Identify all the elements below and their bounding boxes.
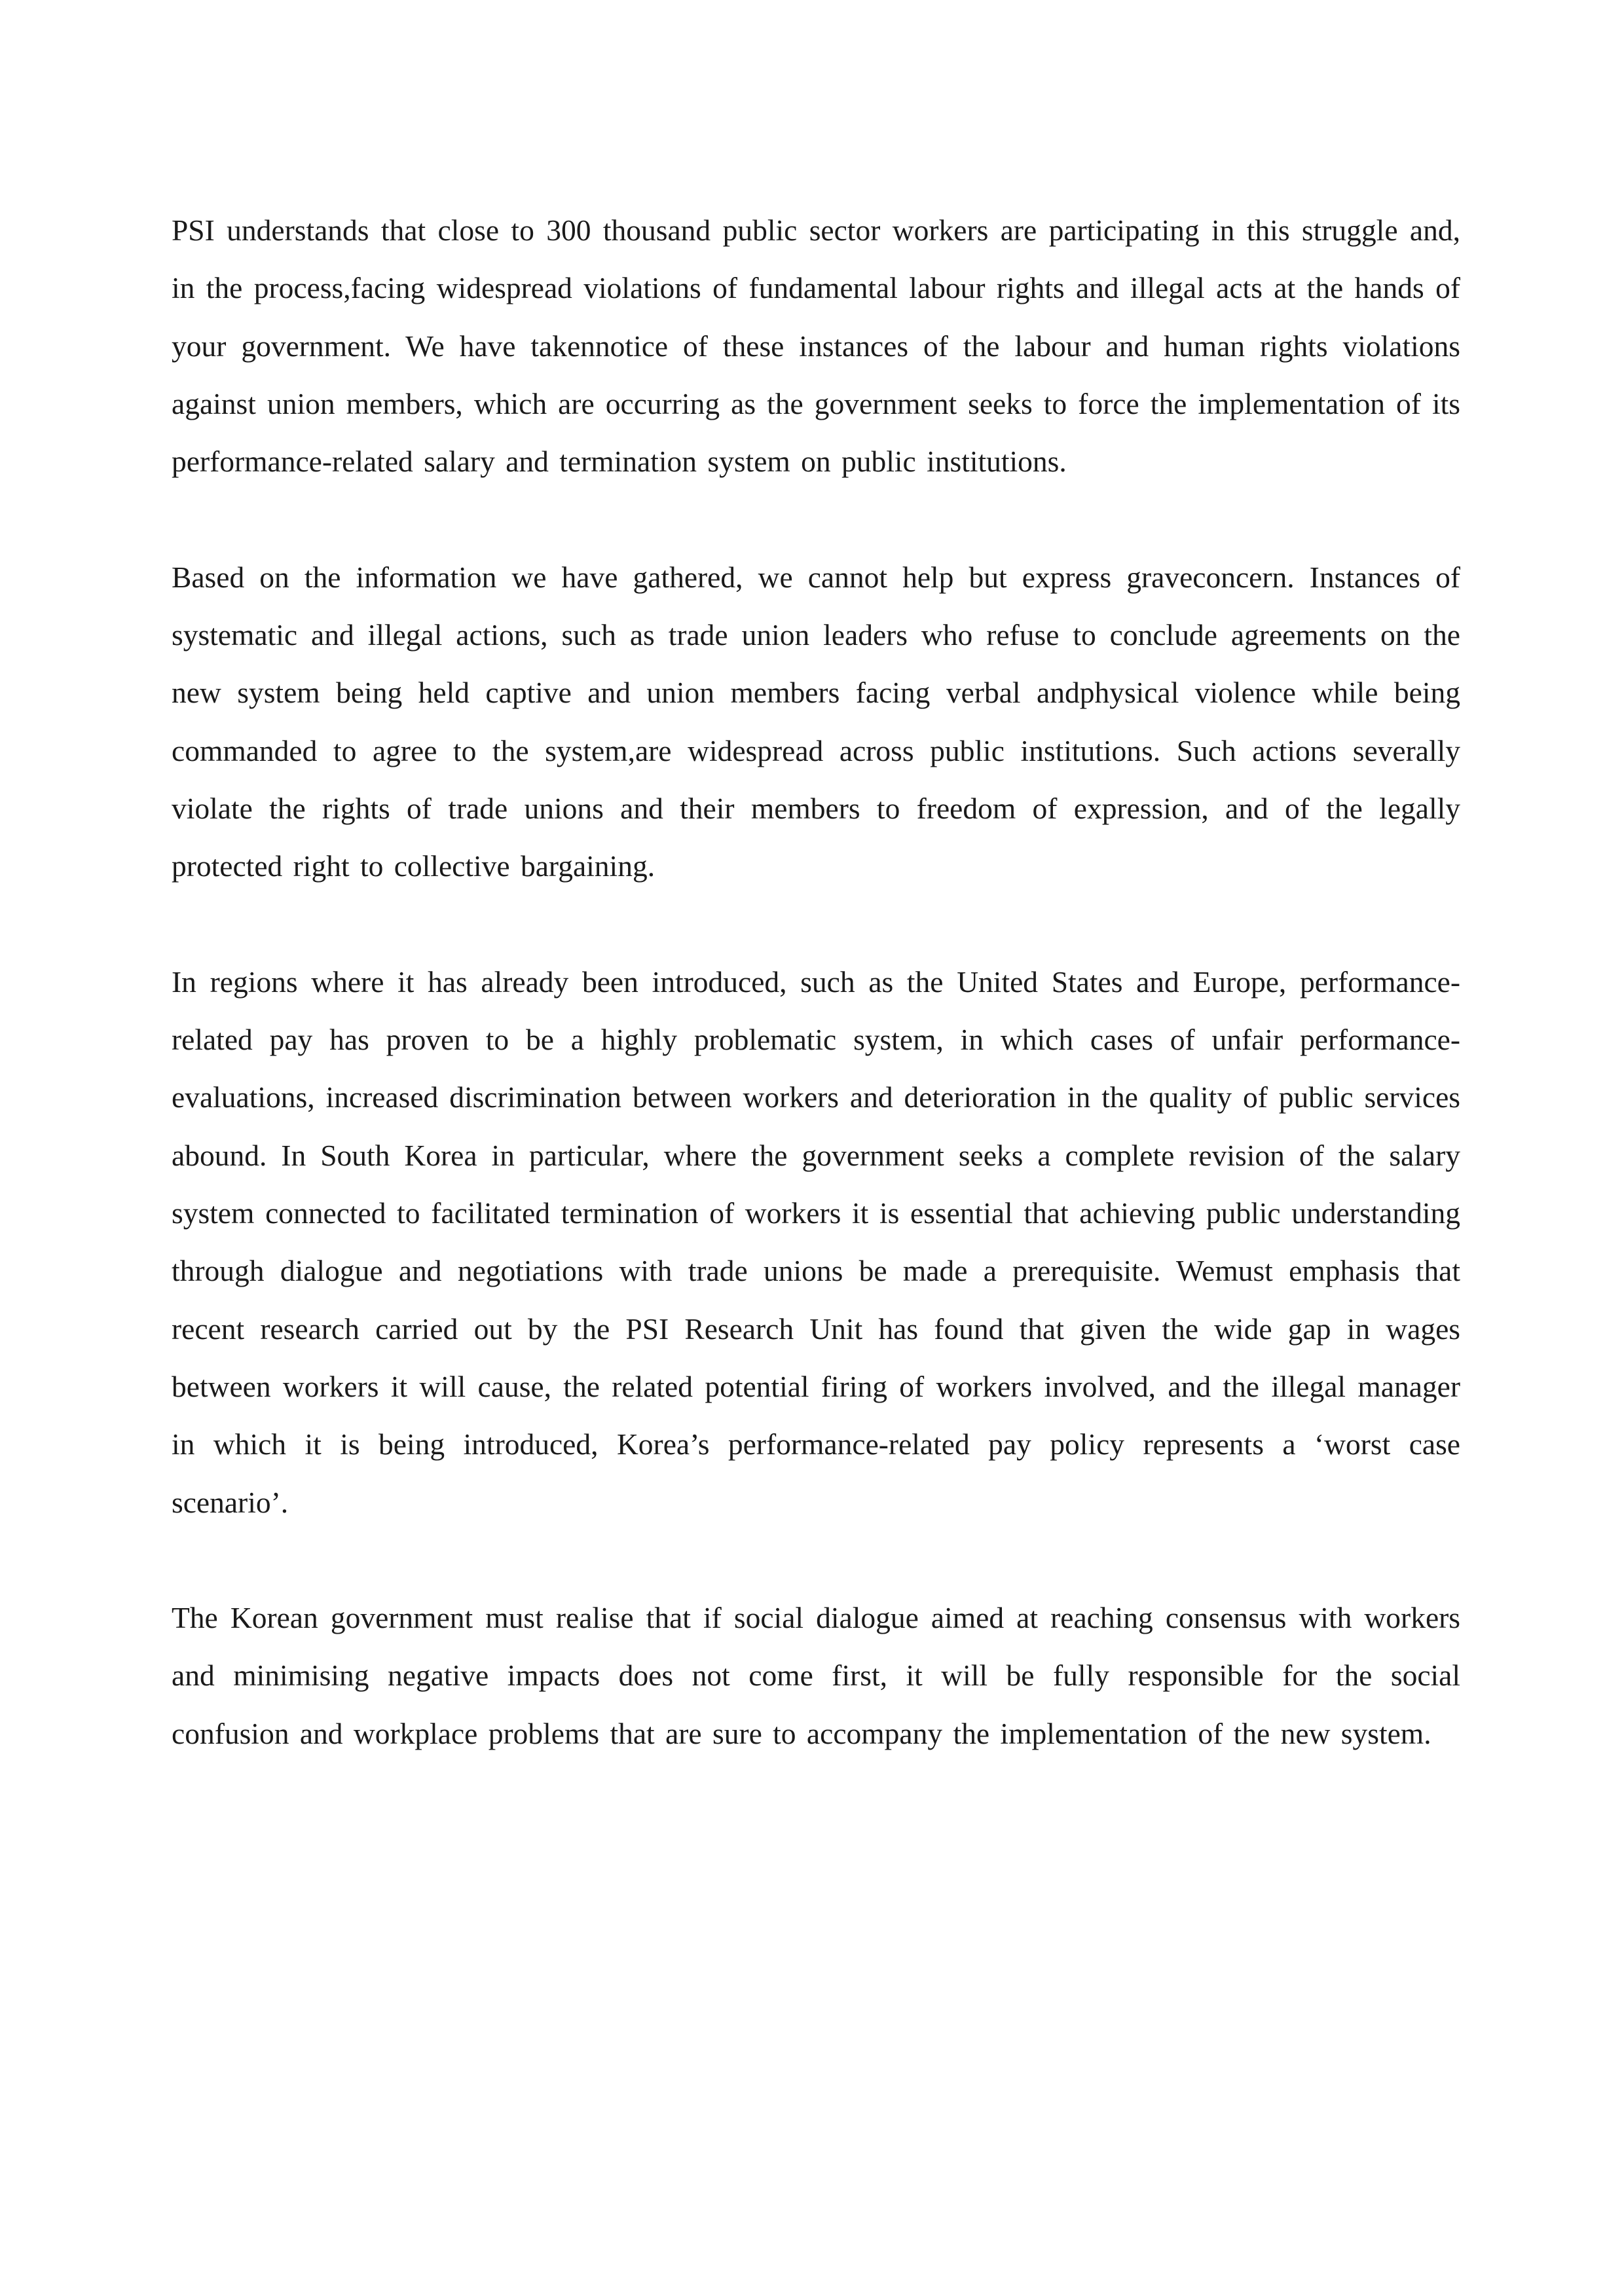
paragraph-2: Based on the information we have gathered, we cannot help but express graveconcern. Instances of systematic and illegal actions, such as trade union leaders who refuse to conclude agreements on the new system being held captive and union members facing verbal andphysical violence while being commanded to agree to the system,are widespread across public institutions. Such actions severally violate the rights of trade unions and their members to freedom of expression, and of the legally protected right to collective bargaining.	[172, 560, 1460, 883]
paragraph-1: PSI understands that close to 300 thousand public sector workers are participating in this struggle and, in the process,facing widespread violations of fundamental labour rights and illegal acts at the hands of your government. We have takennotice of these instances of the labour and human rights violations against union members, which are occurring as the government seeks to force the implementation of its performance-related salary and termination system on public institutions.	[172, 213, 1460, 479]
document-body	[172, 202, 1460, 1763]
paragraph-4: The Korean government must realise that if social dialogue aimed at reaching consensus with workers and minimising negative impacts does not come first, it will be fully responsible for the social confusion and workplace problems that are sure to accompany the implementation of the new system.	[172, 1601, 1460, 1750]
paragraph-3: In regions where it has already been introduced, such as the United States and Europe, performance-related pay has proven to be a highly problematic system, in which cases of unfair performance-evaluations, increased discrimination between workers and deterioration in the quality of public services abound. In South Korea in particular, where the government seeks a complete revision of the salary system connected to facilitated termination of workers it is essential that achieving public understanding through dialogue and negotiations with trade unions be made a prerequisite. Wemust emphasis that recent research carried out by the PSI Research Unit has found that given the wide gap in wages between workers it will cause, the related potential firing of workers involved, and the illegal manager in which it is being introduced, Korea’s performance-related pay policy represents a ‘worst case scenario’.	[172, 964, 1460, 1519]
